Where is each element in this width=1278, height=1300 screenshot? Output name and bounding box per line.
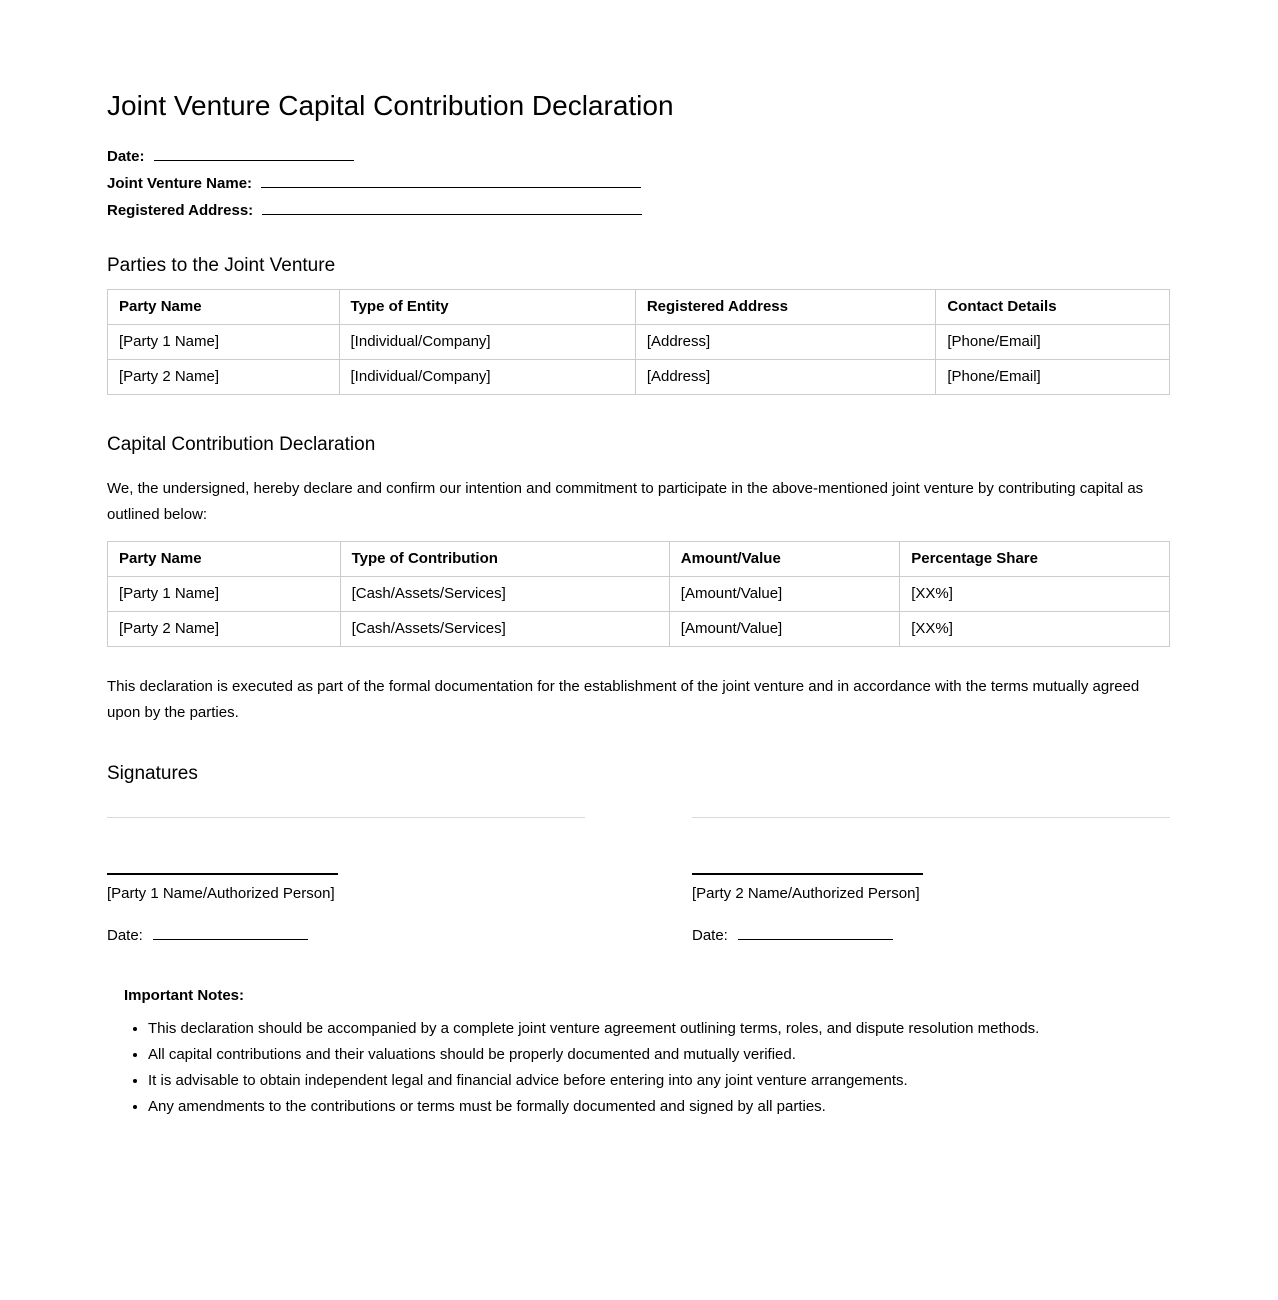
signatures-section-heading: Signatures [107,763,198,784]
joint-venture-name-fill-line [261,175,641,188]
table-cell: [Address] [635,325,936,360]
page-title: Joint Venture Capital Contribution Declaration [107,90,674,121]
table-row [108,360,1170,395]
signatory-name-label: [Party 2 Name/Authorized Person] [692,885,920,902]
parties-table [107,289,1170,395]
date-fill-line [154,148,354,161]
table-cell: [Phone/Email] [936,325,1170,360]
column-header: Type of Entity [339,290,635,325]
signature-block-party1 [107,817,585,946]
table-cell: [Amount/Value] [669,577,899,612]
column-header: Contact Details [936,290,1170,325]
column-header: Party Name [108,290,340,325]
signature-date-label: Date: [107,927,143,944]
table-cell: [Cash/Assets/Services] [340,577,669,612]
table-cell: [Individual/Company] [339,360,635,395]
signature-line [692,818,923,875]
registered-address-fill-line [262,202,642,215]
contribution-table [107,541,1170,647]
notes-list [124,1016,1170,1120]
signature-block-party2 [692,817,1170,946]
table-cell: [Individual/Company] [339,325,635,360]
signature-date-fill-line [738,928,893,940]
table-header-row [108,542,1170,577]
column-header: Amount/Value [669,542,899,577]
column-header: Party Name [108,542,341,577]
table-cell: [Party 2 Name] [108,360,340,395]
joint-venture-name-field [107,170,1170,197]
table-row [108,325,1170,360]
signature-line [107,818,338,875]
signatures-grid [107,817,1170,946]
list-item: • This declaration should be accompanied by a complete joint venture agreement outlining terms, roles, and dispute resolution methods. [148,1016,1170,1042]
header-fields [107,143,1170,224]
date-label: Date: [107,148,145,165]
table-cell: [Party 1 Name] [108,577,341,612]
table-cell: [Address] [635,360,936,395]
table-row [108,577,1170,612]
notes-heading: Important Notes: [124,987,244,1004]
joint-venture-name-label: Joint Venture Name: [107,175,253,192]
signature-date-fill-line [153,928,308,940]
registered-address-field [107,197,1170,224]
table-row [108,612,1170,647]
table-cell: [Party 1 Name] [108,325,340,360]
table-cell: [XX%] [900,612,1170,647]
important-notes-section [107,986,1170,1120]
table-cell: [Phone/Email] [936,360,1170,395]
parties-section-heading: Parties to the Joint Venture [107,255,336,276]
declaration-closing-paragraph: This declaration is executed as part of the formal documentation for the establishment of the joint venture and in accordance with the terms mutually agreed upon by the parties. [107,678,1140,721]
list-item: • It is advisable to obtain independent legal and financial advice before entering into any joint venture arrangements. [148,1068,1170,1094]
signatory-name-label: [Party 1 Name/Authorized Person] [107,885,335,902]
column-header: Percentage Share [900,542,1170,577]
list-item: • All capital contributions and their valuations should be properly documented and mutually verified. [148,1042,1170,1068]
table-cell: [XX%] [900,577,1170,612]
table-cell: [Party 2 Name] [108,612,341,647]
list-item: • Any amendments to the contributions or terms must be formally documented and signed by all parties. [148,1094,1170,1120]
signature-date-field [692,926,1170,946]
date-field [107,143,1170,170]
contribution-intro-paragraph: We, the undersigned, hereby declare and confirm our intention and commitment to participate in the above-mentioned joint venture by contributing capital as outlined below: [107,480,1144,523]
signature-date-field [107,926,585,946]
column-header: Registered Address [635,290,936,325]
document-content [107,0,1170,1120]
signature-date-label: Date: [692,927,728,944]
column-header: Type of Contribution [340,542,669,577]
registered-address-label: Registered Address: [107,202,254,219]
table-cell: [Amount/Value] [669,612,899,647]
table-cell: [Cash/Assets/Services] [340,612,669,647]
contribution-section-heading: Capital Contribution Declaration [107,434,376,455]
table-header-row [108,290,1170,325]
